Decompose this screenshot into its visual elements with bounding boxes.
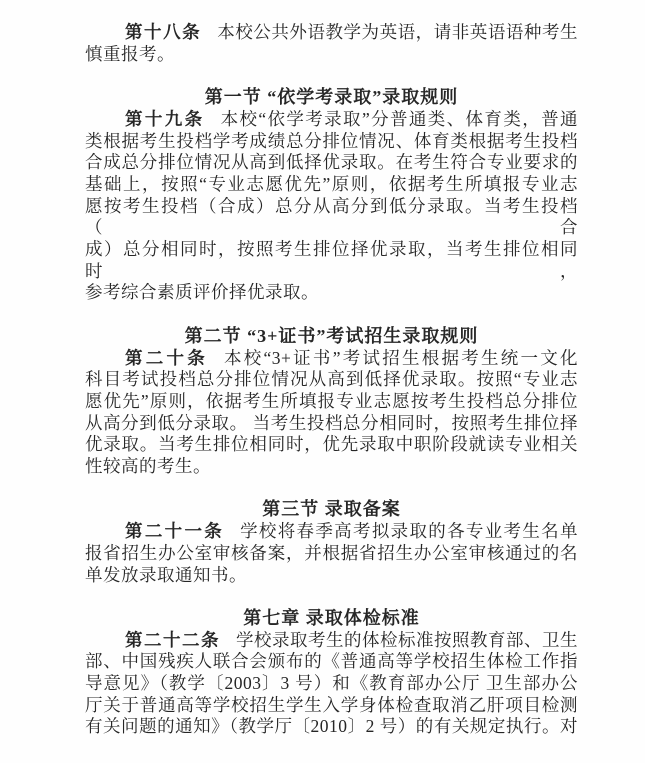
- article-21-first-line: 学校将春季高考拟录取的各专业考生名单: [240, 521, 579, 542]
- text-line: 报省招生办公室审核备案，并根据省招生办公室审核通过的名: [85, 542, 578, 563]
- text-line: [85, 630, 578, 652]
- text-line: 优录取。当考生排位相同时，优先录取中职阶段就读专业相关: [85, 434, 578, 455]
- text-line: 部、中国残疾人联合会颁布的《普通高等学校招生体检工作指: [85, 651, 578, 672]
- text-line: 类根据考生投档学考成绩总分排位情况、体育类根据考生投档: [85, 130, 578, 151]
- text-line: 愿按考生投档（合成）总分从高分到低分录取。当考生投档（合: [85, 195, 578, 238]
- text-line: 导意见》（教学〔2003〕3 号）和《教育部办公厅 卫生部办公: [85, 673, 578, 694]
- heading-chapter-7: 第七章 录取体检标准: [243, 607, 420, 628]
- text-line: [85, 109, 578, 131]
- text-line: 厅关于普通高等学校招生学生入学身体检查取消乙肝项目检测: [85, 694, 578, 715]
- article-19-paragraph: [85, 109, 578, 304]
- article-22-label: 第二十二条: [125, 629, 220, 650]
- text-line: [85, 521, 578, 543]
- article-21-paragraph: [85, 521, 578, 586]
- text-line: 从高分到低分录取。 当考生投档总分相同时，按照考生排位择: [85, 412, 578, 433]
- text-line: 有关问题的通知》（教学厅〔2010〕2 号）的有关规定执行。对: [85, 716, 578, 737]
- text-line: [85, 22, 578, 44]
- article-20-paragraph: [85, 348, 578, 478]
- text-line: 成）总分相同时，按照考生排位择优录取，当考生排位相同时，: [85, 239, 578, 281]
- article-18-paragraph: [85, 22, 578, 65]
- text-line: 合成总分排位情况从高到低择优录取。在考生符合专业要求的: [85, 152, 578, 173]
- heading-section-1: 第一节 “依学考录取”录取规则: [204, 87, 459, 108]
- article-18-first-line: 本校公共外语教学为英语，请非英语语种考生: [217, 22, 579, 42]
- text-line: [85, 348, 578, 370]
- text-line: 性较高的考生。: [85, 456, 211, 477]
- text-line: 科目考试投档总分排位情况从高到低择优录取。按照“专业志: [85, 369, 578, 390]
- article-22-first-line: 学校录取考生的体检标准按照教育部、卫生: [236, 629, 578, 650]
- article-22-paragraph: [85, 630, 578, 739]
- text-line: 基础上，按照“专业志愿优先”原则，依据考生所填报专业志: [85, 173, 578, 194]
- article-20-first-line: 本校“3+证书”考试招生根据考生统一文化: [224, 347, 579, 368]
- article-21-label: 第二十一条: [125, 521, 225, 542]
- text-line: 愿优先”原则，依据考生所填报专业志愿按考生投档总分排位: [85, 390, 578, 411]
- text-line: 参考综合素质评价择优录取。: [85, 282, 319, 303]
- article-19-first-line: 本校“依学考录取”分普通类、体育类，普通: [220, 108, 578, 129]
- text-line: 单发放录取通知书。: [85, 564, 247, 585]
- heading-section-2: 第二节 “3+证书”考试招生录取规则: [184, 325, 479, 346]
- text-line: 慎重报考。: [85, 43, 175, 64]
- article-19-label: 第十九条: [125, 108, 205, 129]
- article-20-label: 第二十条: [125, 347, 209, 368]
- article-18-label: 第十八条: [125, 22, 202, 42]
- heading-section-3: 第三节 录取备案: [262, 499, 401, 520]
